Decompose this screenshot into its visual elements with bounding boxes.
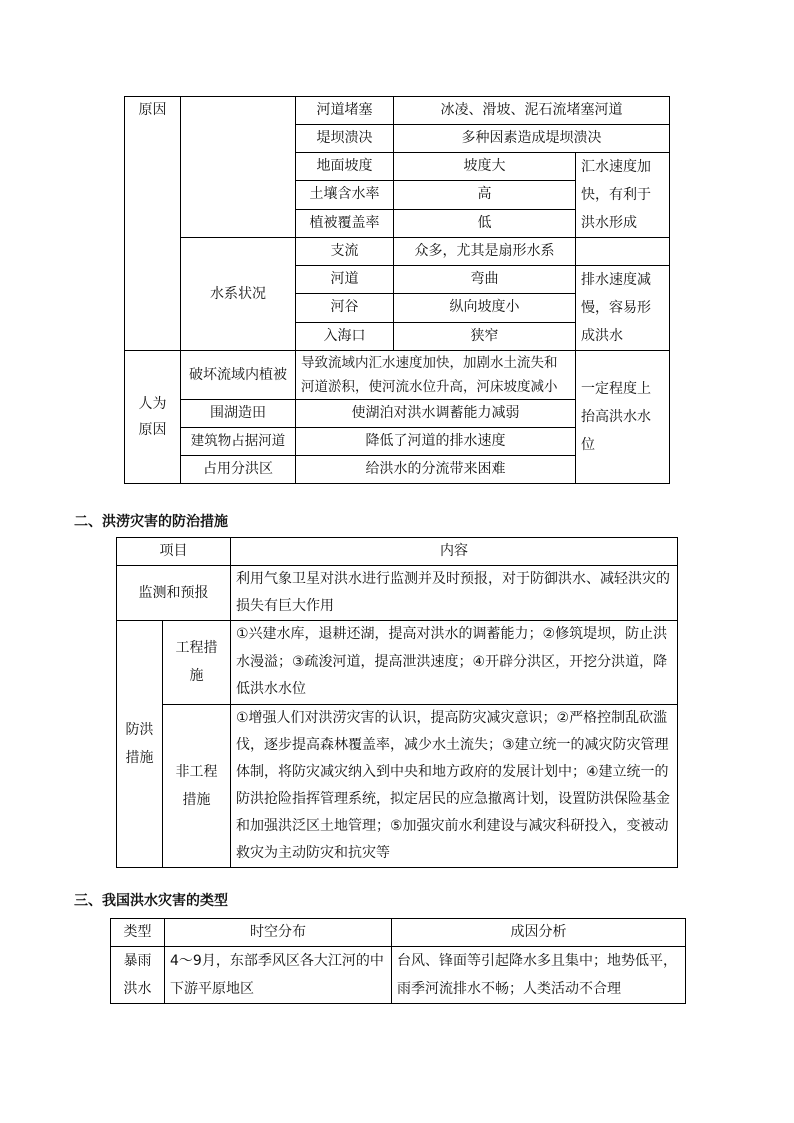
human-detail-cell: 降低了河道的排水速度 [296,428,576,456]
factor-cell: 河谷 [296,294,394,322]
detail-cell: 弯曲 [394,266,576,294]
col-cause-header: 成因分析 [392,919,686,947]
factor-cell: 堤坝溃决 [296,125,394,153]
human-factor-cell: 围湖造田 [181,400,296,428]
flood-prevention-table [116,537,678,868]
human-factor-cell: 破坏流域内植被 [181,351,296,400]
engineering-content: ①兴建水库，退耕还湖，提高对洪水的调蓄能力；②修筑堤坝，防止洪水漫溢；③疏浚河道，提高泄洪速度；④开辟分洪区，开挖分洪道，降低洪水水位 [231,621,678,705]
water-system-note: 排水速度减慢，容易形成洪水 [576,266,670,351]
human-detail-cell: 给洪水的分流带来困难 [296,456,576,484]
detail-cell: 众多，尤其是扇形水系 [394,238,576,266]
flood-type-cell: 暴雨洪水 [111,947,165,1004]
human-note: 一定程度上抬高洪水水位 [576,351,670,484]
cause-analysis-cell: 台风、锋面等引起降水多且集中；地势低平，雨季河流排水不畅；人类活动不合理 [392,947,686,1004]
surface-note: 汇水速度加快，有利于洪水形成 [576,153,670,238]
factor-cell: 地面坡度 [296,153,394,181]
engineering-label: 工程措施 [163,621,231,705]
natural-cause-label: 原因 [125,97,181,351]
col-content-header: 内容 [231,538,678,566]
water-system-label: 水系状况 [181,238,296,351]
detail-cell: 低 [394,209,576,237]
prevention-group-label: 防洪措施 [117,621,163,868]
section3-heading: 三、我国洪水灾害的类型 [74,893,228,909]
section2-heading: 二、洪涝灾害的防治措施 [74,514,228,530]
blank-note-cell [576,238,670,266]
human-detail-cell: 使湖泊对洪水调蓄能力减弱 [296,400,576,428]
detail-cell: 坡度大 [394,153,576,181]
detail-cell: 高 [394,181,576,209]
non-engineering-content: ①增强人们对洪涝灾害的认识，提高防灾减灾意识；②严格控制乱砍滥伐，逐步提高森林覆盖率，减少水土流失；③建立统一的减灾防灾管理体制，将防灾减灾纳入到中央和地方政府的发展计划中；④建立统一的防洪抢险指挥管理系统，拟定居民的应急撤离计划，设置防洪保险基金和加强洪泛区土地管理；⑤加强灾前水利建设与减灾科研投入，变被动救灾为主动防灾和抗灾等 [231,704,678,867]
monitor-content: 利用气象卫星对洪水进行监测并及时预报，对于防御洪水、减轻洪灾的损失有巨大作用 [231,566,678,621]
human-cause-label: 人为原因 [125,351,181,484]
flood-types-table [110,918,686,1004]
detail-cell: 狭窄 [394,322,576,350]
factor-cell: 支流 [296,238,394,266]
col-item-header: 项目 [117,538,231,566]
human-detail-cell: 导致流域内汇水速度加快，加剧水土流失和河道淤积，使河流水位升高，河床坡度减小 [296,351,576,400]
detail-cell: 纵向坡度小 [394,294,576,322]
factor-cell: 河道堵塞 [296,97,394,125]
detail-cell: 多种因素造成堤坝溃决 [394,125,670,153]
factor-cell: 植被覆盖率 [296,209,394,237]
non-engineering-label: 非工程措施 [163,704,231,867]
human-factor-cell: 建筑物占据河道 [181,428,296,456]
col-type-header: 类型 [111,919,165,947]
time-space-cell: 4～9月，东部季风区各大江河的中下游平原地区 [165,947,392,1004]
human-factor-cell: 占用分洪区 [181,456,296,484]
col-time-header: 时空分布 [165,919,392,947]
factor-cell: 入海口 [296,322,394,350]
factor-cell: 河道 [296,266,394,294]
factor-cell: 土壤含水率 [296,181,394,209]
flood-causes-table [124,96,670,484]
monitor-label: 监测和预报 [117,566,231,621]
detail-cell: 冰凌、滑坡、泥石流堵塞河道 [394,97,670,125]
blank-category-cell [181,97,296,238]
